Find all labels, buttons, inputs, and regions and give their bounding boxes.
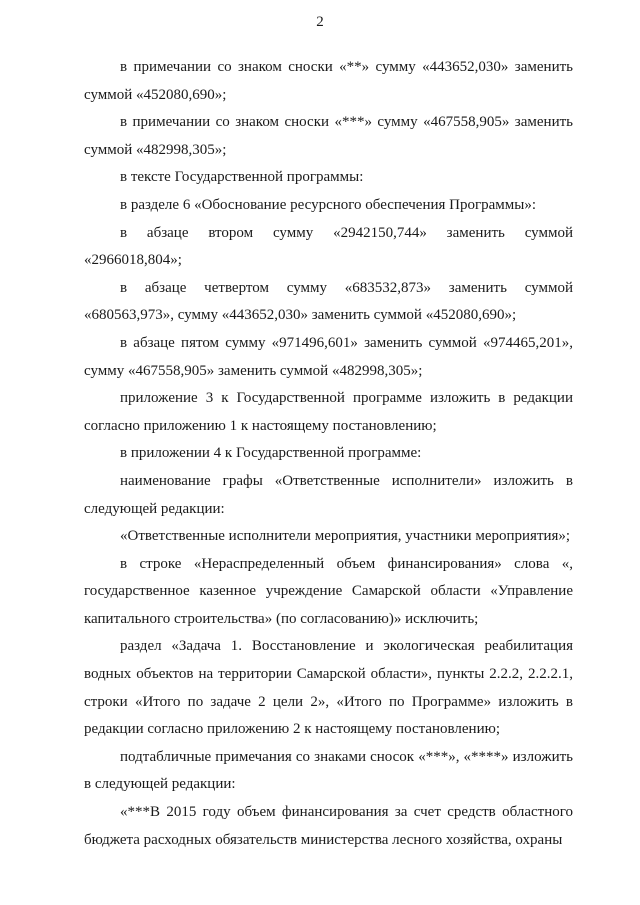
paragraph-13: раздел «Задача 1. Восстановление и экологическая реабилитация водных объектов на территории Самарской области», пункты 2.2.2, 2.2.2.1, строки «Итого по задаче 2 цели 2», «Итого по Программе» изложить в редакции согласно приложению 2 к настоящему постановлению; [84,638,573,738]
document-body [84,54,573,854]
paragraph-2: в примечании со знаком сноски «***» сумму «467558,905» заменить суммой «482998,305»; [84,114,573,158]
paragraph-10: наименование графы «Ответственные исполнители» изложить в следующей редакции: [84,472,573,517]
paragraph-7: в абзаце пятом сумму «971496,601» заменить суммой «974465,201», сумму «467558,905» заменить суммой «482998,305»; [84,334,573,379]
page-number: 2 [316,14,324,30]
paragraph-4: в разделе 6 «Обоснование ресурсного обеспечения Программы»: [120,196,537,213]
paragraph-9: в приложении 4 к Государственной программе: [120,445,422,462]
paragraph-11: «Ответственные исполнители мероприятия, участники мероприятия»; [120,528,571,545]
paragraph-14: подтабличные примечания со знаками сносок «***», «****» изложить в следующей редакции: [84,748,573,793]
paragraph-3: в тексте Государственной программы: [120,169,364,186]
paragraph-6: в абзаце четвертом сумму «683532,873» заменить суммой «680563,973», сумму «443652,030» заменить суммой «452080,690»; [84,279,573,324]
paragraph-12: в строке «Нераспределенный объем финансирования» слова «, государственное казенное учреждение Самарской области «Управление капитального строительства» (по согласованию)» исключить; [84,555,573,627]
paragraph-8: приложение 3 к Государственной программе изложить в редакции согласно приложению 1 к настоящему постановлению; [84,390,573,434]
paragraph-1: в примечании со знаком сноски «**» сумму «443652,030» заменить суммой «452080,690»; [84,59,573,103]
paragraph-15: «***В 2015 году объем финансирования за счет средств областного бюджета расходных обязательств министерства лесного хозяйства, охраны [84,804,573,848]
paragraph-5: в абзаце втором сумму «2942150,744» заменить суммой «2966018,804»; [84,224,573,269]
